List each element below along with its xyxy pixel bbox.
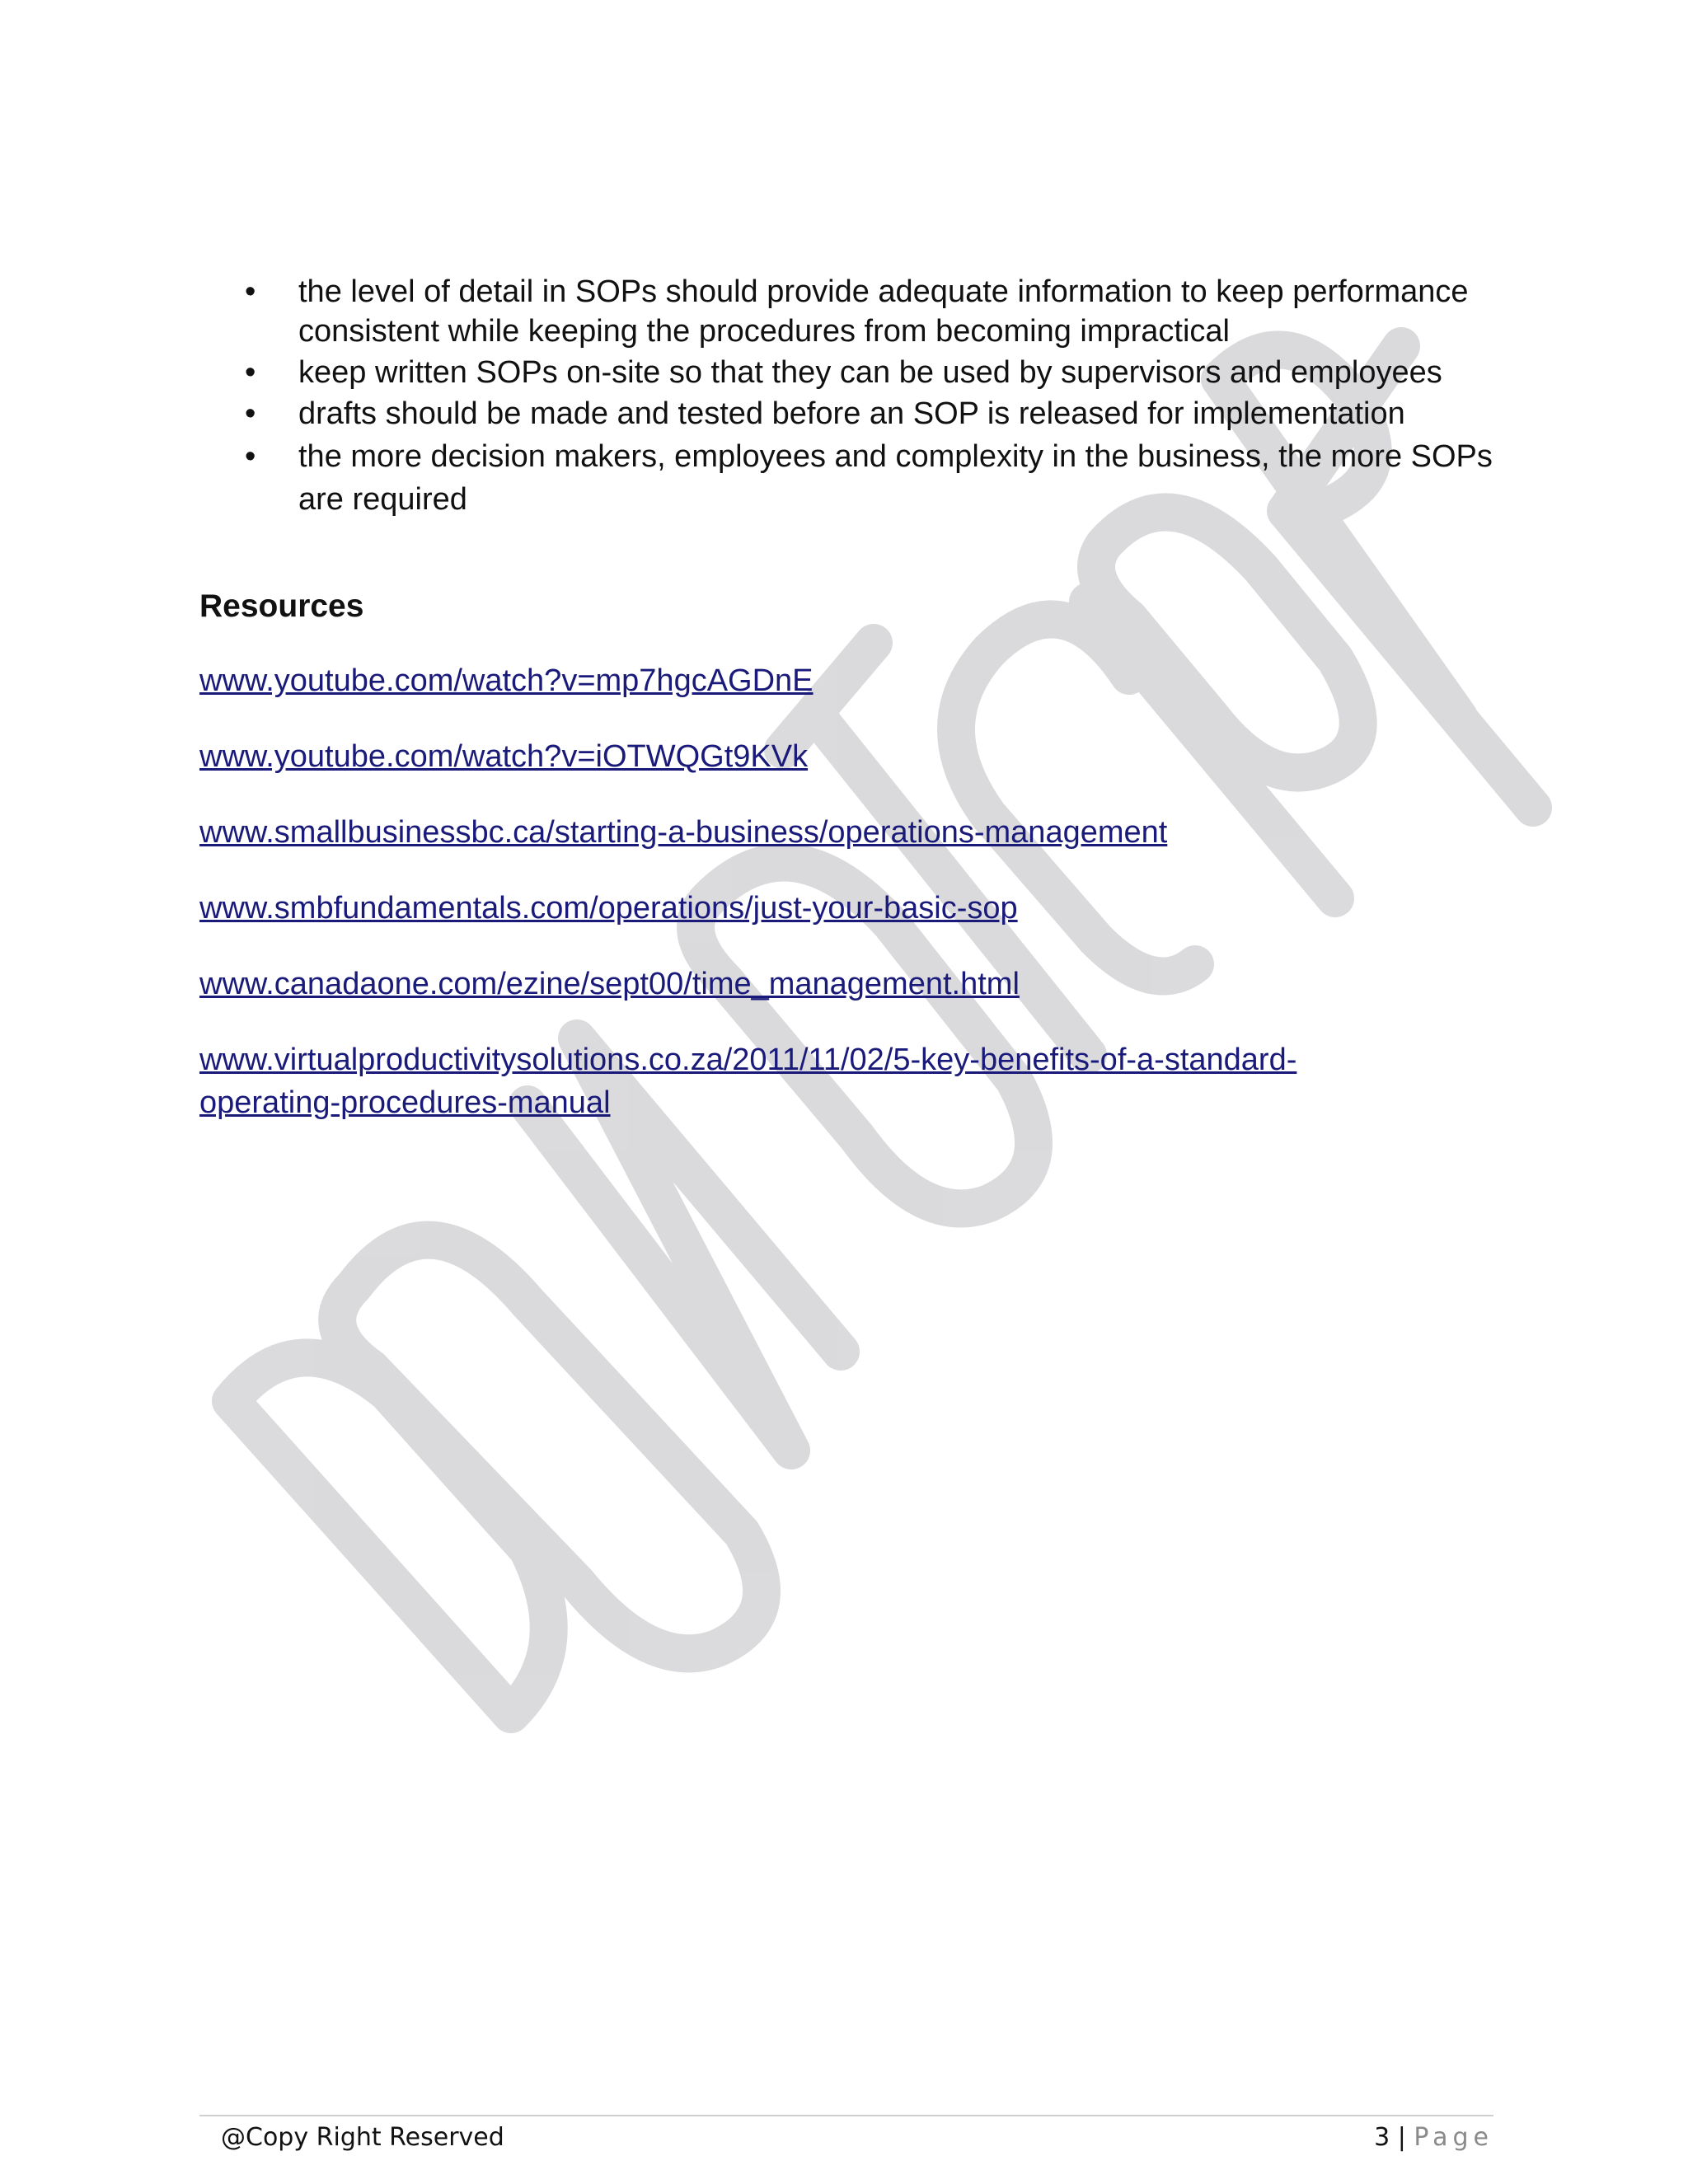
page-label: Page <box>1414 2123 1493 2152</box>
resource-link[interactable]: www.virtualproductivitysolutions.co.za/2011/11/02/5-key-benefits-of-a-standard-operating-procedures-manual <box>199 1043 1297 1120</box>
bullet-item <box>199 435 1493 521</box>
resource-link[interactable]: www.youtube.com/watch?v=iOTWQGt9KVk <box>199 739 809 774</box>
page-separator: | <box>1397 2123 1406 2152</box>
main-content <box>199 272 1493 1157</box>
bullet-dot-icon: • <box>245 396 256 431</box>
watermark-letter-d <box>231 1357 549 1714</box>
resource-link[interactable]: www.canadaone.com/ezine/sept00/time_management.html <box>199 967 1020 1001</box>
bullet-text: the level of detail in SOPs should provide adequate information to keep performance consistent while keeping the procedures from becoming impractical <box>298 274 1469 349</box>
resource-link[interactable]: www.smallbusinessbc.ca/starting-a-business/operations-management <box>199 815 1168 850</box>
footer-page-indicator <box>1374 2123 1493 2152</box>
resource-link[interactable]: www.youtube.com/watch?v=mp7hgcAGDnE <box>199 663 814 698</box>
bullet-text: the more decision makers, employees and complexity in the business, the more SOPs are required <box>298 439 1493 517</box>
resource-link[interactable]: www.smbfundamentals.com/operations/just-your-basic-sop <box>199 891 1018 926</box>
bullet-item <box>199 353 1493 392</box>
bullet-item <box>199 394 1493 434</box>
watermark-letter-o <box>337 1240 762 1654</box>
bullet-text: drafts should be made and tested before an SOP is released for implementation <box>298 396 1405 431</box>
bullet-text: keep written SOPs on-site so that they can be used by supervisors and employees <box>298 355 1442 390</box>
page-footer <box>199 2115 1493 2152</box>
footer-copyright: @Copy Right Reserved <box>221 2123 504 2152</box>
bullet-dot-icon: • <box>245 274 256 309</box>
bullet-dot-icon: • <box>245 439 256 474</box>
resources-heading: Resources <box>199 588 364 624</box>
resource-links <box>199 659 1493 1124</box>
bullet-dot-icon: • <box>245 355 256 390</box>
page-number: 3 <box>1374 2123 1390 2152</box>
bullet-list <box>199 272 1493 521</box>
bullet-item <box>199 272 1493 351</box>
